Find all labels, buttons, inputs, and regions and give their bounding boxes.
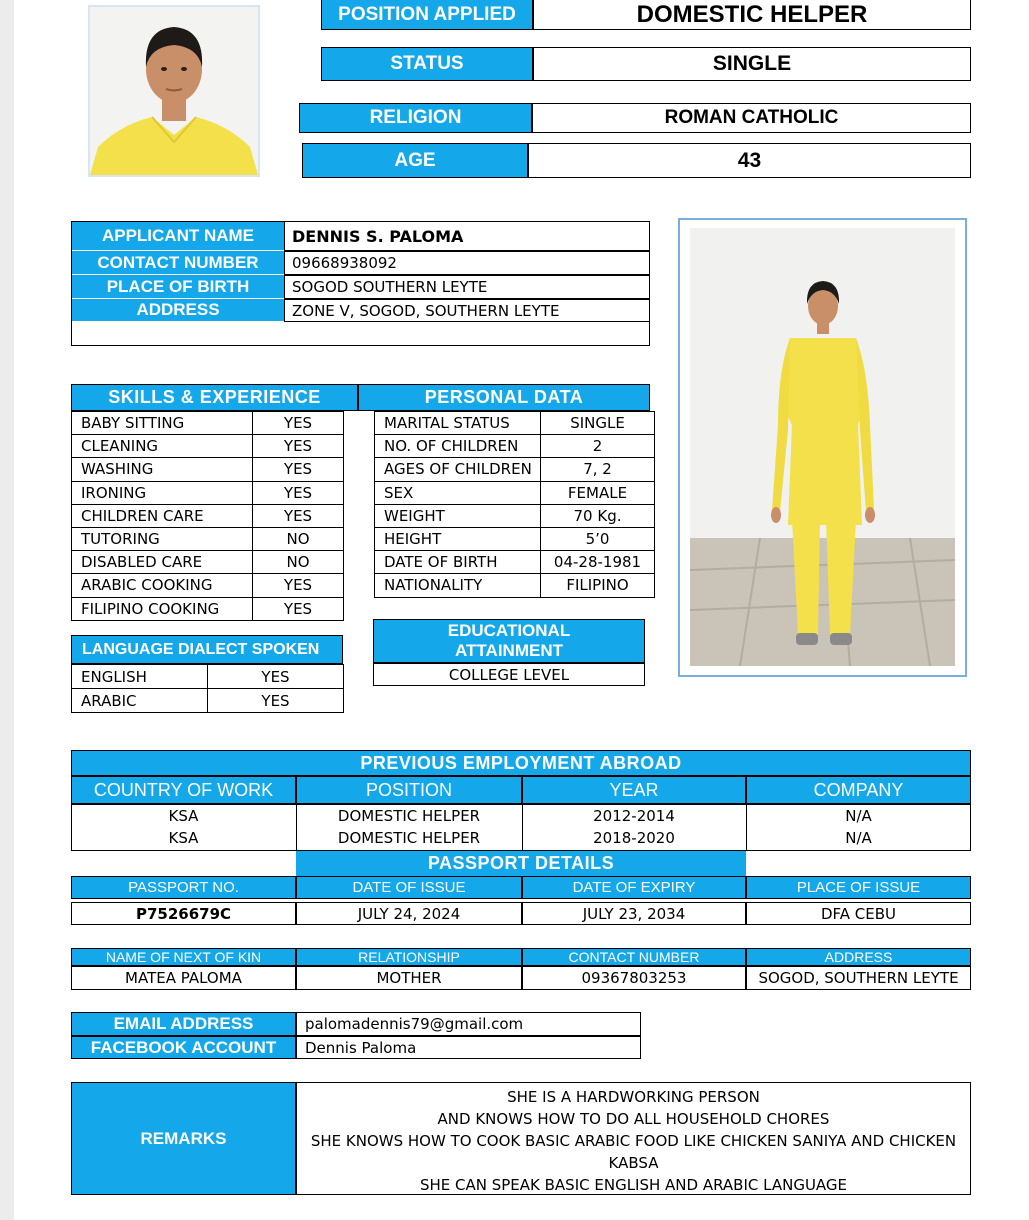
personal-data-row	[375, 435, 655, 458]
personal-data-row-label: AGES OF CHILDREN	[375, 458, 541, 481]
language-row-value: YES	[208, 665, 344, 689]
skill-row-value: YES	[253, 504, 344, 527]
skill-row-value: YES	[253, 435, 344, 458]
remarks-line: SHE IS A HARDWORKING PERSON	[507, 1088, 760, 1106]
language-title: LANGUAGE DIALECT SPOKEN	[71, 635, 343, 664]
employment-row2-country: KSA	[168, 829, 199, 847]
personal-data-row-value: 70 Kg.	[541, 504, 655, 527]
kin-name: MATEA PALOMA	[71, 966, 296, 990]
position-applied-label: POSITION APPLIED	[321, 0, 533, 30]
applicant-name-value: DENNIS S. PALOMA	[284, 221, 650, 251]
kin-header-contact: CONTACT NUMBER	[522, 948, 746, 966]
skill-row-value: YES	[253, 458, 344, 481]
personal-data-row-value: FEMALE	[541, 481, 655, 504]
religion-label: RELIGION	[299, 103, 532, 133]
personal-data-row-value: FILIPINO	[541, 574, 655, 597]
personal-data-row	[375, 412, 655, 435]
language-table	[71, 664, 344, 713]
headshot-photo	[88, 5, 260, 177]
address-label: ADDRESS	[72, 299, 284, 321]
employment-row2-company: N/A	[845, 829, 872, 847]
personal-data-row-value: SINGLE	[541, 412, 655, 435]
personal-data-row-label: DATE OF BIRTH	[375, 551, 541, 574]
personal-data-row-label: SEX	[375, 481, 541, 504]
passport-header-number: PASSPORT NO.	[71, 876, 296, 899]
kin-header-address: ADDRESS	[746, 948, 971, 966]
skill-row-value: YES	[253, 597, 344, 620]
skill-row	[72, 504, 344, 527]
remarks-line: KABSA	[608, 1154, 659, 1172]
skills-title: SKILLS & EXPERIENCE	[71, 384, 358, 411]
passport-header-expiry: DATE OF EXPIRY	[522, 876, 746, 899]
age-label: AGE	[302, 143, 528, 178]
skill-row	[72, 527, 344, 550]
skill-row-label: CHILDREN CARE	[72, 504, 253, 527]
passport-date-of-issue: JULY 24, 2024	[296, 902, 522, 925]
kin-address: SOGOD, SOUTHERN LEYTE	[746, 966, 971, 990]
personal-data-row-label: HEIGHT	[375, 527, 541, 550]
personal-data-row-label: NATIONALITY	[375, 574, 541, 597]
language-row	[72, 689, 344, 713]
age-value: 43	[528, 143, 971, 178]
skill-row-value: NO	[253, 527, 344, 550]
skill-row	[72, 435, 344, 458]
personal-data-row-label: MARITAL STATUS	[375, 412, 541, 435]
remarks-line: SHE KNOWS HOW TO COOK BASIC ARABIC FOOD LIKE CHICKEN SANIYA AND CHICKEN	[310, 1132, 957, 1150]
passport-place-of-issue: DFA CEBU	[746, 902, 971, 925]
employment-header-position: POSITION	[296, 776, 522, 804]
kin-header-name: NAME OF NEXT OF KIN	[71, 948, 296, 966]
email-label: EMAIL ADDRESS	[71, 1012, 296, 1036]
personal-data-row	[375, 574, 655, 597]
employment-row1-year: 2012-2014	[593, 807, 675, 825]
language-row-label: ENGLISH	[72, 665, 208, 689]
place-of-birth-value: SOGOD SOUTHERN LEYTE	[284, 275, 650, 299]
applicant-name-label: APPLICANT NAME	[72, 222, 284, 250]
skill-row	[72, 412, 344, 435]
kin-header-relationship: RELATIONSHIP	[296, 948, 522, 966]
skill-row-label: IRONING	[72, 481, 253, 504]
full-body-photo	[678, 218, 967, 677]
skill-row	[72, 574, 344, 597]
skill-row-label: BABY SITTING	[72, 412, 253, 435]
skill-row-label: ARABIC COOKING	[72, 574, 253, 597]
remarks-label: REMARKS	[71, 1082, 296, 1195]
kin-contact-number: 09367803253	[522, 966, 746, 990]
contact-number-label: CONTACT NUMBER	[72, 251, 284, 274]
passport-number: P7526679C	[71, 902, 296, 925]
contact-number-value: 09668938092	[284, 251, 650, 275]
employment-row1-company: N/A	[845, 807, 872, 825]
facebook-value: Dennis Paloma	[296, 1036, 641, 1059]
page-edge	[0, 0, 14, 1220]
skills-table	[71, 411, 344, 621]
skill-row	[72, 481, 344, 504]
personal-data-row-label: NO. OF CHILDREN	[375, 435, 541, 458]
language-row-value: YES	[208, 689, 344, 713]
skill-row-value: YES	[253, 412, 344, 435]
email-value: palomadennis79@gmail.com	[296, 1012, 641, 1036]
personal-data-row-value: 04-28-1981	[541, 551, 655, 574]
remarks-line: SHE CAN SPEAK BASIC ENGLISH AND ARABIC LANGUAGE	[419, 1176, 848, 1194]
passport-header-place: PLACE OF ISSUE	[746, 876, 971, 899]
personal-data-title: PERSONAL DATA	[358, 384, 650, 411]
skill-row	[72, 597, 344, 620]
skill-row-label: CLEANING	[72, 435, 253, 458]
personal-data-row	[375, 458, 655, 481]
address-value: ZONE V, SOGOD, SOUTHERN LEYTE	[284, 299, 650, 322]
remarks-line: AND KNOWS HOW TO DO ALL HOUSEHOLD CHORES	[437, 1110, 830, 1128]
personal-data-row	[375, 527, 655, 550]
employment-header-company: COMPANY	[746, 776, 971, 804]
employment-row1-country: KSA	[168, 807, 199, 825]
kin-relationship: MOTHER	[296, 966, 522, 990]
employment-row1-position: DOMESTIC HELPER	[337, 807, 481, 825]
remarks-box	[296, 1082, 971, 1195]
skill-row-value: YES	[253, 574, 344, 597]
skill-row	[72, 458, 344, 481]
passport-date-of-expiry: JULY 23, 2034	[522, 902, 746, 925]
skill-row-label: TUTORING	[72, 527, 253, 550]
place-of-birth-label: PLACE OF BIRTH	[72, 275, 284, 298]
employment-row2-year: 2018-2020	[593, 829, 675, 847]
status-value: SINGLE	[533, 47, 971, 81]
personal-data-row-value: 7, 2	[541, 458, 655, 481]
language-row	[72, 665, 344, 689]
skill-row-value: NO	[253, 551, 344, 574]
skill-row-value: YES	[253, 481, 344, 504]
facebook-label: FACEBOOK ACCOUNT	[71, 1036, 296, 1059]
religion-value: ROMAN CATHOLIC	[532, 103, 971, 133]
personal-data-row-value: 5’0	[541, 527, 655, 550]
status-label: STATUS	[321, 47, 533, 81]
employment-title: PREVIOUS EMPLOYMENT ABROAD	[71, 750, 971, 776]
employment-header-country: COUNTRY OF WORK	[71, 776, 296, 804]
education-value: COLLEGE LEVEL	[373, 663, 645, 686]
passport-header-issue: DATE OF ISSUE	[296, 876, 522, 899]
personal-data-row-value: 2	[541, 435, 655, 458]
skill-row-label: FILIPINO COOKING	[72, 597, 253, 620]
personal-data-table	[374, 411, 655, 598]
personal-data-row	[375, 504, 655, 527]
skill-row-label: WASHING	[72, 458, 253, 481]
personal-data-row-label: WEIGHT	[375, 504, 541, 527]
education-title: EDUCATIONAL ATTAINMENT	[373, 619, 645, 663]
position-applied-value: DOMESTIC HELPER	[533, 0, 971, 30]
passport-title: PASSPORT DETAILS	[296, 851, 746, 876]
personal-data-row	[375, 551, 655, 574]
language-row-label: ARABIC	[72, 689, 208, 713]
skill-row-label: DISABLED CARE	[72, 551, 253, 574]
employment-row2-position: DOMESTIC HELPER	[337, 829, 481, 847]
personal-data-row	[375, 481, 655, 504]
employment-header-year: YEAR	[522, 776, 746, 804]
skill-row	[72, 551, 344, 574]
